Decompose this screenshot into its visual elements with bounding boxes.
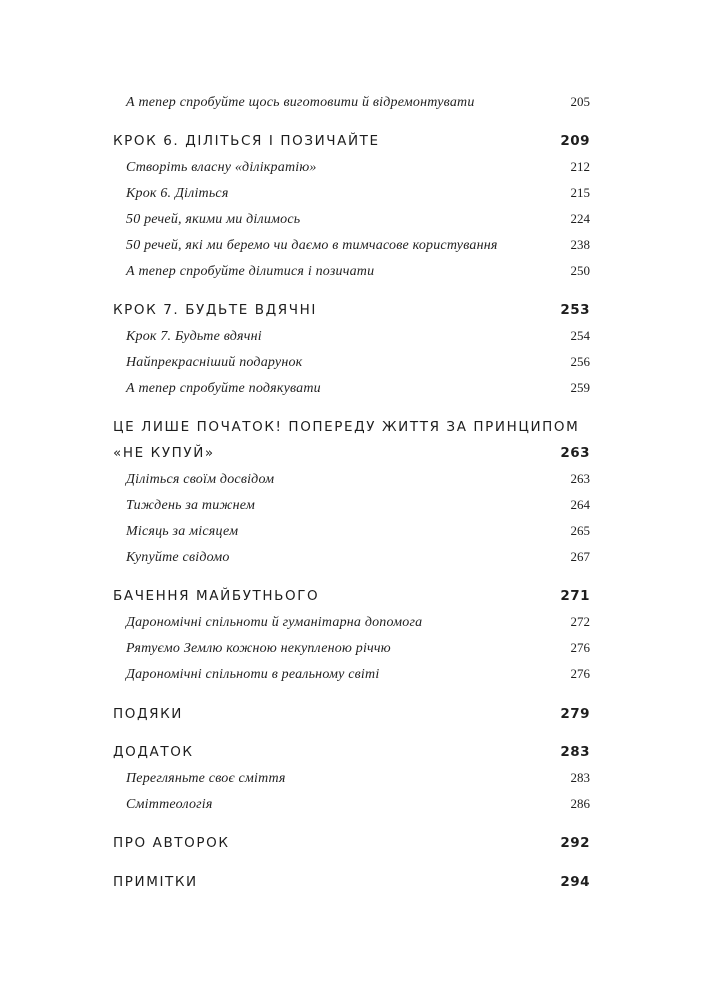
entry-title: А тепер спробуйте ділитися і позичати <box>126 264 375 279</box>
entry-title: 50 речей, якими ми ділимось <box>126 212 301 227</box>
section-title: КРОК 6. ДІЛІТЬСЯ І ПОЗИЧАЙТЕ <box>113 133 380 149</box>
toc-entry <box>126 471 590 488</box>
entry-page: 254 <box>570 328 590 343</box>
entry-page: 267 <box>570 549 590 564</box>
toc-entry <box>126 614 590 631</box>
toc-entry <box>126 549 590 566</box>
entry-title: Перегляньте своє сміття <box>126 771 286 786</box>
toc-entry <box>126 354 590 371</box>
toc-section <box>113 302 590 318</box>
entry-page: 276 <box>570 666 590 681</box>
entry-title: Місяць за місяцем <box>126 524 239 539</box>
toc-entry <box>126 380 590 397</box>
section-page: 294 <box>560 874 590 890</box>
entry-title: Рятуємо Землю кожною некупленою річчю <box>126 641 391 656</box>
section-title: ПРИМІТКИ <box>113 874 198 890</box>
entry-page: 264 <box>570 497 590 512</box>
entry-page: 259 <box>570 380 590 395</box>
entry-page: 286 <box>570 796 590 811</box>
entry-title: Найпрекрасніший подарунок <box>126 355 303 370</box>
toc-entry <box>126 263 590 280</box>
section-page: 209 <box>560 133 590 149</box>
entry-page: 250 <box>570 263 590 278</box>
toc-section <box>113 445 590 461</box>
entry-page: 205 <box>570 94 590 109</box>
entry-title: Крок 7. Будьте вдячні <box>126 329 262 344</box>
entry-title: 50 речей, які ми беремо чи даємо в тимчасове користування <box>126 238 498 253</box>
toc-entry <box>126 94 590 111</box>
section-title: ПРО АВТОРОК <box>113 835 230 851</box>
toc-entry <box>126 237 590 254</box>
entry-title: А тепер спробуйте подякувати <box>126 381 321 396</box>
entry-page: 238 <box>570 237 590 252</box>
entry-title: Створіть власну «ділікратію» <box>126 160 317 175</box>
toc-section <box>113 835 590 851</box>
entry-title: Тиждень за тижнем <box>126 498 255 513</box>
section-page: 279 <box>560 706 590 722</box>
entry-page: 283 <box>570 770 590 785</box>
entry-page: 215 <box>570 185 590 200</box>
entry-page: 272 <box>570 614 590 629</box>
section-page: 253 <box>560 302 590 318</box>
toc-entry <box>126 328 590 345</box>
entry-title: Купуйте свідомо <box>126 550 230 565</box>
toc-section <box>113 744 590 760</box>
section-title: КРОК 7. БУДЬТЕ ВДЯЧНІ <box>113 302 317 318</box>
entry-title: Крок 6. Діліться <box>126 186 229 201</box>
section-page: 283 <box>560 744 590 760</box>
toc-section <box>113 706 590 722</box>
entry-page: 224 <box>570 211 590 226</box>
entry-page: 263 <box>570 471 590 486</box>
entry-title: А тепер спробуйте щось виготовити й відремонтувати <box>126 95 475 110</box>
toc-entry <box>126 796 590 813</box>
entry-title: Діліться своїм досвідом <box>126 472 275 487</box>
entry-page: 256 <box>570 354 590 369</box>
entry-page: 276 <box>570 640 590 655</box>
entry-page: 265 <box>570 523 590 538</box>
entry-title: Сміттеологія <box>126 797 213 812</box>
toc-entry <box>126 666 590 683</box>
entry-title: Дарономічні спільноти в реальному світі <box>126 667 380 682</box>
entry-title: Дарономічні спільноти й гуманітарна допомога <box>126 615 423 630</box>
section-page: 271 <box>560 588 590 604</box>
toc-entry <box>126 640 590 657</box>
section-title: БАЧЕННЯ МАЙБУТНЬОГО <box>113 588 320 604</box>
section-title: ДОДАТОК <box>113 744 194 760</box>
section-title-line: ЦЕ ЛИШЕ ПОЧАТОК! ПОПЕРЕДУ ЖИТТЯ ЗА ПРИНЦИПОМ <box>113 419 580 435</box>
toc-section <box>113 133 590 149</box>
section-title: ПОДЯКИ <box>113 706 183 722</box>
section-title: «НЕ КУПУЙ» <box>113 445 215 461</box>
toc-entry <box>126 211 590 228</box>
toc-section <box>113 874 590 890</box>
toc-entry <box>126 523 590 540</box>
section-page: 292 <box>560 835 590 851</box>
toc-section <box>113 588 590 604</box>
section-page: 263 <box>560 445 590 461</box>
entry-page: 212 <box>570 159 590 174</box>
toc-entry <box>126 770 590 787</box>
toc-entry <box>126 185 590 202</box>
toc-entry <box>126 497 590 514</box>
toc-entry <box>126 159 590 176</box>
